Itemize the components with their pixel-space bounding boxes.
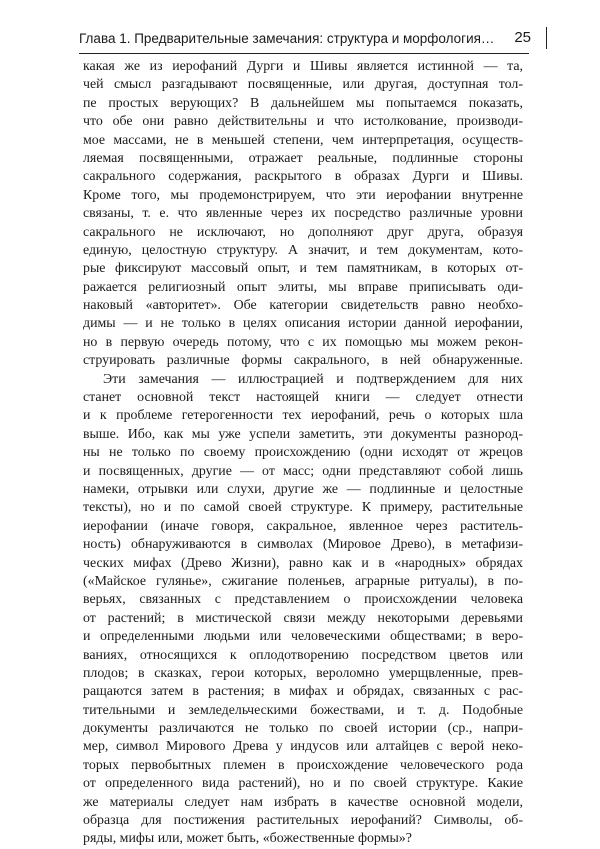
text-line: какая же из иерофаний Дурги и Шивы является истинной — та,: [83, 59, 523, 74]
text-line: же материалы следует нам избрать в качестве основной модели,: [83, 794, 523, 810]
page-number: 25: [514, 29, 531, 46]
text-line: верьях, связанных с представлением о происхождении человека: [83, 592, 523, 608]
text-line: ность) обнаруживаются в символах (Мировое Древо), в метафизи-: [83, 537, 523, 553]
text-line: от растений; в мистической связи между некоторыми деревьями: [83, 610, 523, 626]
text-line: сакрального содержания, раскрытого в образах Дурги и Шивы.: [83, 169, 523, 185]
text-line: намеки, отрывки или слухи, другие же — подлинные и целостные: [83, 481, 523, 497]
text-line: тительными и земледельческими божествами, и т. д. Подобные: [83, 702, 523, 718]
text-line: Кроме того, мы продемонстрируем, что эти иерофании внутренне: [83, 187, 523, 203]
text-line: выше. Ибо, как мы уже успели заметить, эти документы разнород-: [83, 426, 523, 442]
text-line: единую, целостную структуру. А значит, и тем документам, кото-: [83, 242, 523, 258]
running-head: [79, 27, 529, 54]
text-line: и посвященных, другие — от масс; одни представляют собой лишь: [83, 463, 523, 479]
text-line: плодов; в сказках, герои которых, вероломно умерщвленные, прев-: [83, 665, 523, 681]
text-line: ляемая посвященными, отражает реальные, подлинные стороны: [83, 150, 523, 166]
text-line: наковый «авторитет». Обе категории свидетельств равно необхо-: [83, 298, 523, 314]
text-line: мое массами, не в меньшей степени, чем интерпретация, осуществ-: [83, 132, 523, 148]
text-line: и к проблеме гетерогенности тех иерофаний, речь о которых шла: [83, 408, 523, 424]
text-line: иерофании (иначе говоря, сакральное, явленное через раститель-: [83, 518, 523, 534]
text-line: документы различаются не только по своей истории (ср., напри-: [83, 721, 523, 737]
text-line: мер, символ Мирового Древа у индусов или алтайцев с верой неко-: [83, 739, 523, 755]
text-line: димы — и не только в целях описания истории данной иерофании,: [83, 316, 523, 332]
text-line: ваниях, относящихся к оплодотворению посредством цветов или: [83, 647, 523, 663]
text-line: ны не только по своему происхождению (одни исходят от жрецов: [83, 445, 523, 461]
text-line: но в первую очередь потому, что с их помощью мы можем рекон-: [83, 334, 523, 350]
text-line: ращаются затем в растения; в мифах и обрядах, связанных с рас-: [83, 684, 523, 700]
text-line: чей смысл разгадывают посвященные, или другая, доступная тол-: [83, 77, 523, 93]
text-line: Эти замечания — иллюстрацией и подтверждением для них: [103, 371, 523, 387]
text-line: и определенными людьми или человеческими обществами; в веро-: [83, 629, 523, 645]
text-line: ческих мифах (Древо Жизни), равно как и в «народных» обрядах: [83, 555, 523, 571]
header-divider: [546, 27, 547, 49]
text-line: связаны, т. е. что явленные через их посредство различные уровни: [83, 206, 523, 222]
text-line: торых первобытных племен в происхождение человеческого рода: [83, 757, 523, 773]
text-line: станет основной текст настоящей книги — следует отнести: [83, 390, 523, 406]
text-line: сакрального не исключают, но дополняют друг друга, образуя: [83, 224, 523, 240]
text-line: тексты), но и по самой своей структуре. К примеру, растительные: [83, 500, 523, 516]
text-line: ряды, мифы или, может быть, «божественные формы»?: [83, 831, 412, 847]
text-line: ражается религиозный опыт элиты, мы вправе приписывать оди-: [83, 279, 523, 295]
text-line: что обе они равно действительны и что истолкование, производи-: [83, 114, 523, 130]
text-line: от определенного вида растений), но и по своей структуре. Какие: [83, 776, 523, 792]
text-line: («Майское гулянье», сжигание поленьев, аграрные ритуалы), в по-: [83, 573, 523, 589]
chapter-title: Глава 1. Предварительные замечания: структура и морфология…: [79, 31, 495, 46]
text-line: рые фиксируют массовый опыт, и тем памятникам, в которых от-: [83, 261, 523, 277]
text-line: пе простых верующих? В дальнейшем мы попытаемся показать,: [83, 95, 523, 111]
body-text: [83, 58, 523, 849]
text-line: струировать различные формы сакрального, в ней обнаруженные.: [83, 353, 523, 369]
text-line: образца для постижения растительных иерофаний? Символы, об-: [83, 813, 523, 829]
